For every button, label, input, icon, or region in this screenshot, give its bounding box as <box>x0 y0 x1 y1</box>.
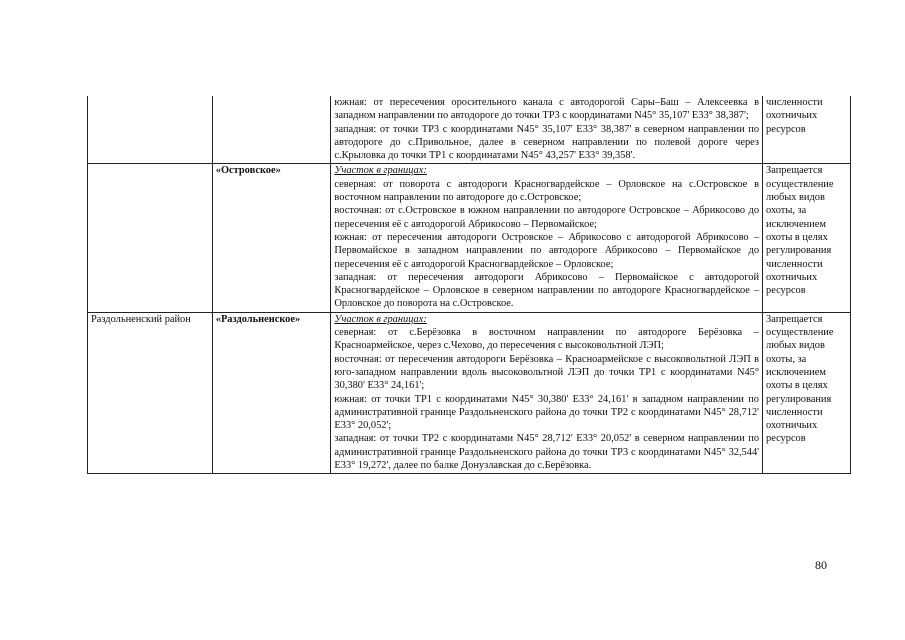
boundary-heading: Участок в границах: <box>334 313 427 325</box>
region-cell: Раздольненский район <box>88 312 213 474</box>
boundary-description-cell <box>331 164 763 312</box>
page-number: 80 <box>815 558 827 572</box>
zone-name-cell <box>212 96 331 164</box>
table-row <box>88 164 851 312</box>
table-row <box>88 96 851 164</box>
boundary-paragraph: южная: от пересечения автодороги Островское – Абрикосово с автодорогой Абрикосово – Первомайское в западном направлении по автодороге Абрикосово – Первомайское до пересечения её с автодорогой Красногвардейское – Орловское; <box>334 231 760 270</box>
boundary-paragraph: восточная: от пересечения автодороги Берёзовка – Красноармейское с высоковольтной ЛЭП в юго-западном направлении вдоль высоковольтной ЛЭП до точки ТР1 с координатами N45° 30,380' E33° 24,161'; <box>334 353 760 392</box>
hunting-zones-table <box>87 96 851 474</box>
boundary-paragraph: восточная: от с.Островское в южном направлении по автодороге Островское – Абрикосово до пересечения её с автодорогой Абрикосово – Первомайское; <box>334 205 760 230</box>
table-row <box>88 312 851 474</box>
boundary-paragraph: южная: от пересечения оросительного канала с автодорогой Сары–Баш – Алексеевка в западном направлении по автодороге до точки ТР3 с координатами N45° 35,107' E33° 38,387'; <box>334 97 760 122</box>
boundary-description-cell <box>331 96 763 164</box>
zone-name-cell: «Раздольненское» <box>212 312 331 474</box>
region-cell <box>88 96 213 164</box>
boundary-paragraph: северная: от поворота с автодороги Красногвардейское – Орловское на с.Островское в восточном направлении по автодороге до с.Островское; <box>334 178 760 204</box>
zone-name-cell: «Островское» <box>212 164 331 312</box>
restriction-cell: численности охотничьих ресурсов <box>763 96 851 164</box>
boundary-heading: Участок в границах: <box>334 165 427 177</box>
restriction-cell: Запрещается осуществление любых видов охоты, за исключением охоты в целях регулирования численности охотничьих ресурсов <box>763 312 851 474</box>
restriction-cell: Запрещается осуществление любых видов охоты, за исключением охоты в целях регулирования численности охотничьих ресурсов <box>763 164 851 312</box>
boundary-description-cell <box>331 312 763 474</box>
boundary-paragraph: западная: от пересечения автодороги Абрикосово – Первомайское с автодорогой Красногвардейское – Орловское в северном направлении по автодороге Красногвардейское – Орловское до поворота на с.Островское. <box>334 271 760 310</box>
boundary-paragraph: южная: от точки ТР1 с координатами N45° 30,380' E33° 24,161' в западном направлении по административной границе Раздольненского района до точки ТР2 с координатами N45° 28,712' E33° 20,052'; <box>334 393 760 432</box>
region-cell <box>88 164 213 312</box>
boundary-paragraph: северная: от с.Берёзовка в восточном направлении по автодороге Берёзовка – Красноармейское, через с.Чехово, до пересечения с высоковольтной ЛЭП; <box>334 327 760 352</box>
boundary-paragraph: западная: от точки ТР3 с координатами N45° 35,107' E33° 38,387' в северном направлении по автодороге до с.Привольное, далее в северном направлении по полевой дороге через с.Крыловка до точки ТР1 с координатами N45° 43,257' E33° 39,358'. <box>334 123 760 162</box>
boundary-paragraph: западная: от точки ТР2 с координатами N45° 28,712' E33° 20,052' в северном направлении по административной границе Раздольненского района до точки ТР3 с координатами N45° 32,544' E33° 19,272', далее по балке Донузлавская до с.Берёзовка. <box>334 433 760 472</box>
